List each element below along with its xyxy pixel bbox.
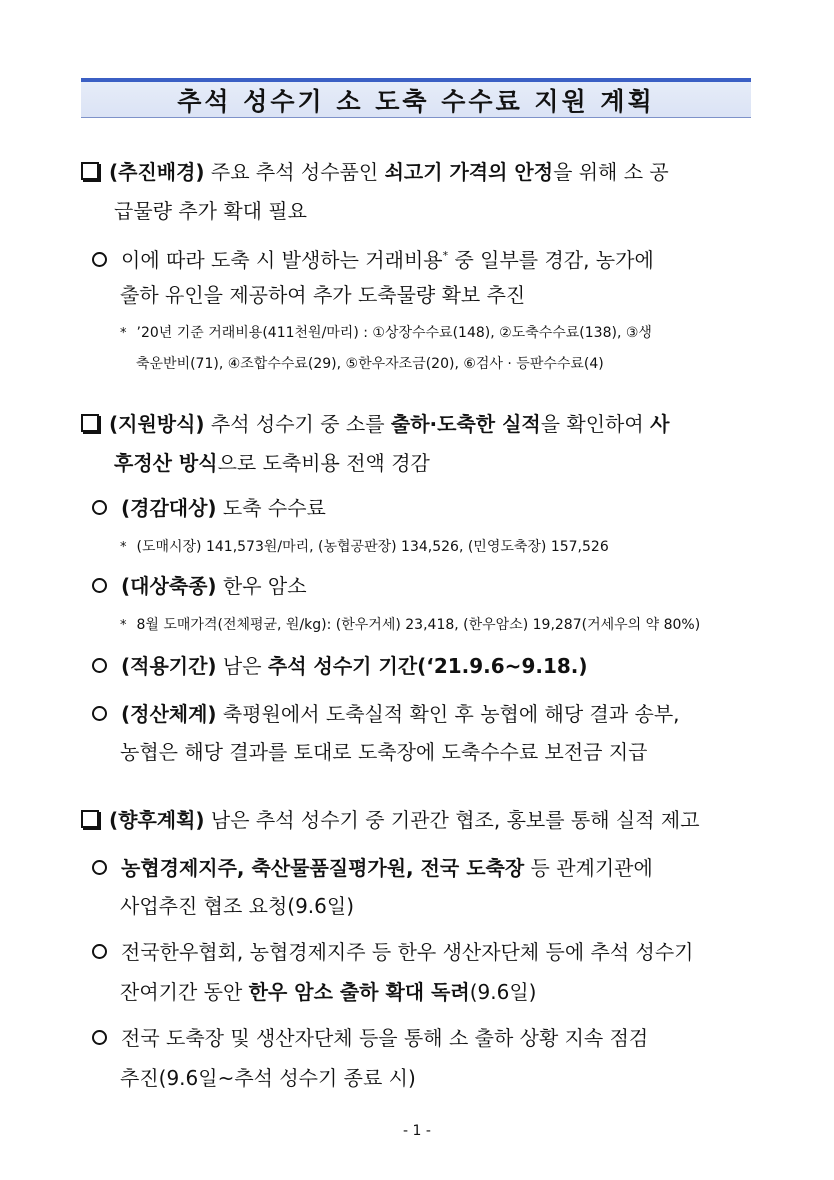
page-number: - 1 - (403, 1123, 431, 1139)
settlement-system-line-2: 농협은 해당 결과를 토대로 도축장에 도축수수료 보전금 지급 (120, 740, 648, 764)
section-plan-line-1: (향후계획) 남은 추석 성수기 중 기관간 협조, 홍보를 통해 실적 제고 (81, 808, 700, 832)
background-bullet-line-2: 출하 유인을 제공하여 추가 도축물량 확보 추진 (120, 283, 526, 307)
fee-note: * (도매시장) 141,573원/마리, (농협공판장) 134,526, (민영도축장) 157,526 (120, 539, 609, 555)
section-method-line-2: 후정산 방식으로 도축비용 전액 경감 (114, 451, 430, 475)
plan-item-3-line-1: 전국 도축장 및 생산자단체 등을 통해 소 출하 상황 지속 점검 (92, 1026, 648, 1050)
plan-item-1-line-2: 사업추진 협조 요청(9.6일) (120, 894, 355, 918)
circle-bullet-icon (92, 500, 107, 515)
section-background-line-1: (추진배경) 주요 추석 성수품인 쇠고기 가격의 안정을 위해 소 공 (81, 160, 669, 184)
background-bullet-line-1: 이에 따라 도축 시 발생하는 거래비용* 중 일부를 경감, 농가에 (92, 244, 654, 272)
circle-bullet-icon (92, 658, 107, 673)
square-bullet-icon (81, 162, 99, 180)
circle-bullet-icon (92, 944, 107, 959)
reduction-target-item: (경감대상) 도축 수수료 (92, 496, 326, 520)
application-period-item: (적용기간) 남은 추석 성수기 기간(‘21.9.6~9.18.) (92, 654, 588, 678)
circle-bullet-icon (92, 578, 107, 593)
transaction-cost-note-line-2: 축운반비(71), ④조합수수료(29), ⑤한우자조금(20), ⑥검사 · 등판수수료(4) (136, 356, 604, 372)
circle-bullet-icon (92, 706, 107, 721)
target-livestock-item: (대상축종) 한우 암소 (92, 574, 307, 598)
section-background-line-2: 급물량 추가 확대 필요 (114, 199, 307, 223)
note-asterisk: * (120, 326, 127, 341)
circle-bullet-icon (92, 1030, 107, 1045)
plan-item-3-line-2: 추진(9.6일~추석 성수기 종료 시) (120, 1066, 416, 1090)
circle-bullet-icon (92, 860, 107, 875)
circle-bullet-icon (92, 252, 107, 267)
page-title: 추석 성수기 소 도축 수수료 지원 계획 (177, 86, 655, 116)
note-asterisk: * (120, 540, 127, 555)
plan-item-2-line-1: 전국한우협회, 농협경제지주 등 한우 생산자단체 등에 추석 성수기 (92, 940, 694, 964)
square-bullet-icon (81, 414, 99, 432)
plan-item-2-line-2: 잔여기간 동안 한우 암소 출하 확대 독려(9.6일) (120, 980, 537, 1004)
settlement-system-line-1: (정산체계) 축평원에서 도축실적 확인 후 농협에 해당 결과 송부, (92, 702, 680, 726)
note-asterisk: * (120, 618, 127, 633)
square-bullet-icon (81, 810, 99, 828)
section-method-line-1: (지원방식) 추석 성수기 중 소를 출하·도축한 실적을 확인하여 사 (81, 412, 669, 436)
plan-item-1-line-1: 농협경제지주, 축산물품질평가원, 전국 도축장 등 관계기관에 (92, 856, 653, 880)
page-title-banner (81, 78, 751, 118)
transaction-cost-note-line-1: * ’20년 기준 거래비용(411천원/마리) : ①상장수수료(148), ②도축수수료(138), ③생 (120, 325, 652, 341)
wholesale-price-note: * 8월 도매가격(전체평균, 원/kg): (한우거세) 23,418, (한우암소) 19,287(거세우의 약 80%) (120, 617, 701, 633)
